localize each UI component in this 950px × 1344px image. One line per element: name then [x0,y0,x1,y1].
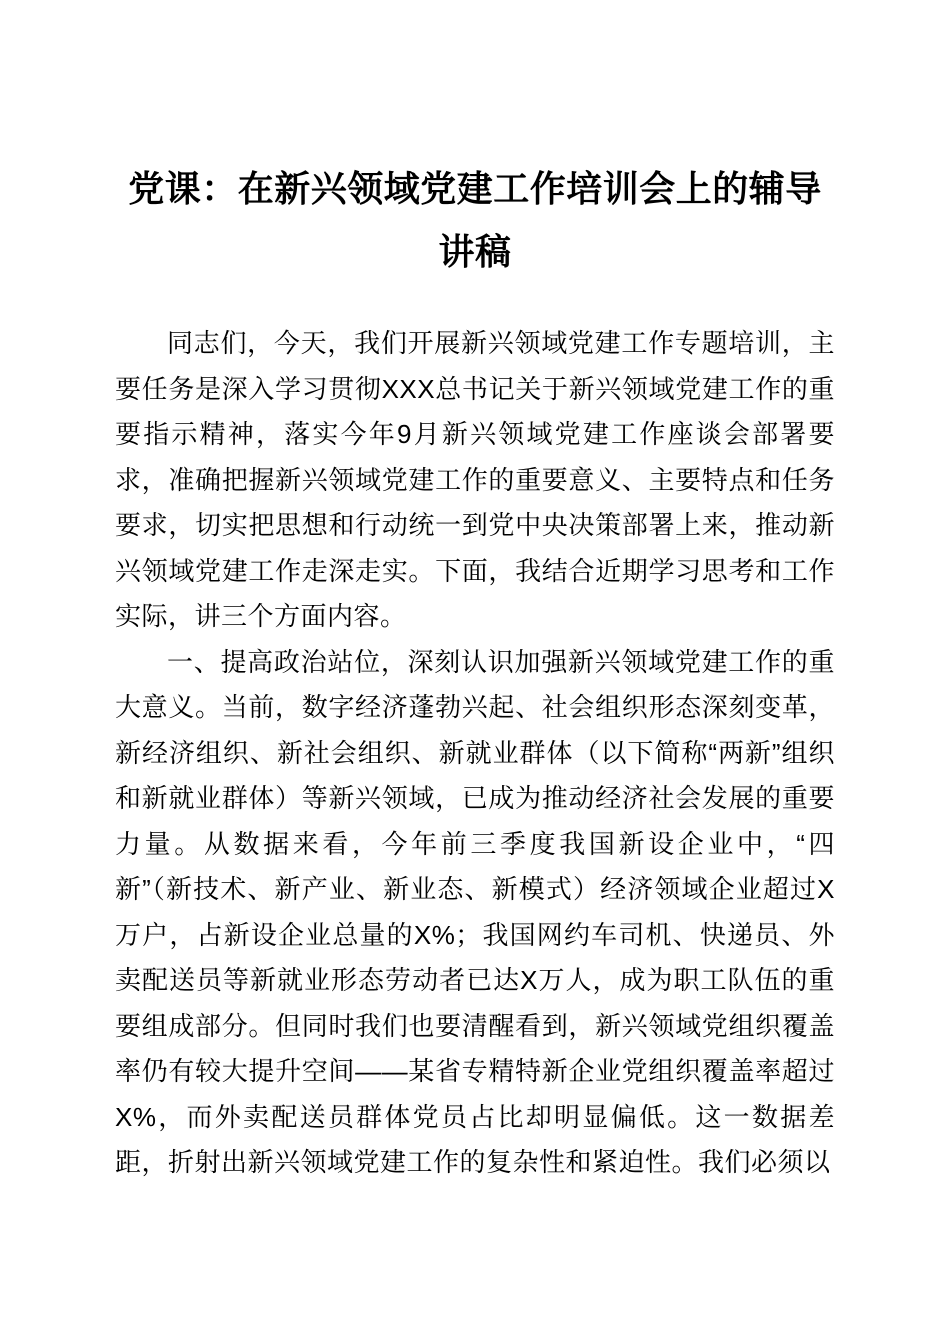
document-body [115,321,835,1186]
document-title: 党课：在新兴领域党建工作培训会上的辅导讲稿 [128,168,822,272]
body-paragraph-intro: 同志们，今天，我们开展新兴领域党建工作专题培训，主要任务是深入学习贯彻XXX总书记关于新兴领域党建工作的重要指示精神，落实今年9月新兴领域党建工作座谈会部署要求，准确把握新兴领域党建工作的重要意义、主要特点和任务要求，切实把思想和行动统一到党中央决策部署上来，推动新兴领域党建工作走深走实。下面，我结合近期学习思考和工作实际，讲三个方面内容。 [115,328,835,631]
body-paragraph-section-one: 一、提高政治站位，深刻认识加强新兴领域党建工作的重大意义。当前，数字经济蓬勃兴起、社会组织形态深刻变革，新经济组织、新社会组织、新就业群体（以下简称“两新”组织和新就业群体）等新兴领域，已成为推动经济社会发展的重要力量。从数据来看，今年前三季度我国新设企业中，“四新”（新技术、新产业、新业态、新模式）经济领域企业超过X万户，占新设企业总量的X%；我国网约车司机、快递员、外卖配送员等新就业形态劳动者已达X万人，成为职工队伍的重要组成部分。但同时我们也要清醒看到，新兴领域党组织覆盖率仍有较大提升空间——某省专精特新企业党组织覆盖率超过X%，而外卖配送员群体党员占比却明显偏低。这一数据差距，折射出新兴领域党建工作的复杂性和紧迫性。我们必须以 [115,646,835,1177]
